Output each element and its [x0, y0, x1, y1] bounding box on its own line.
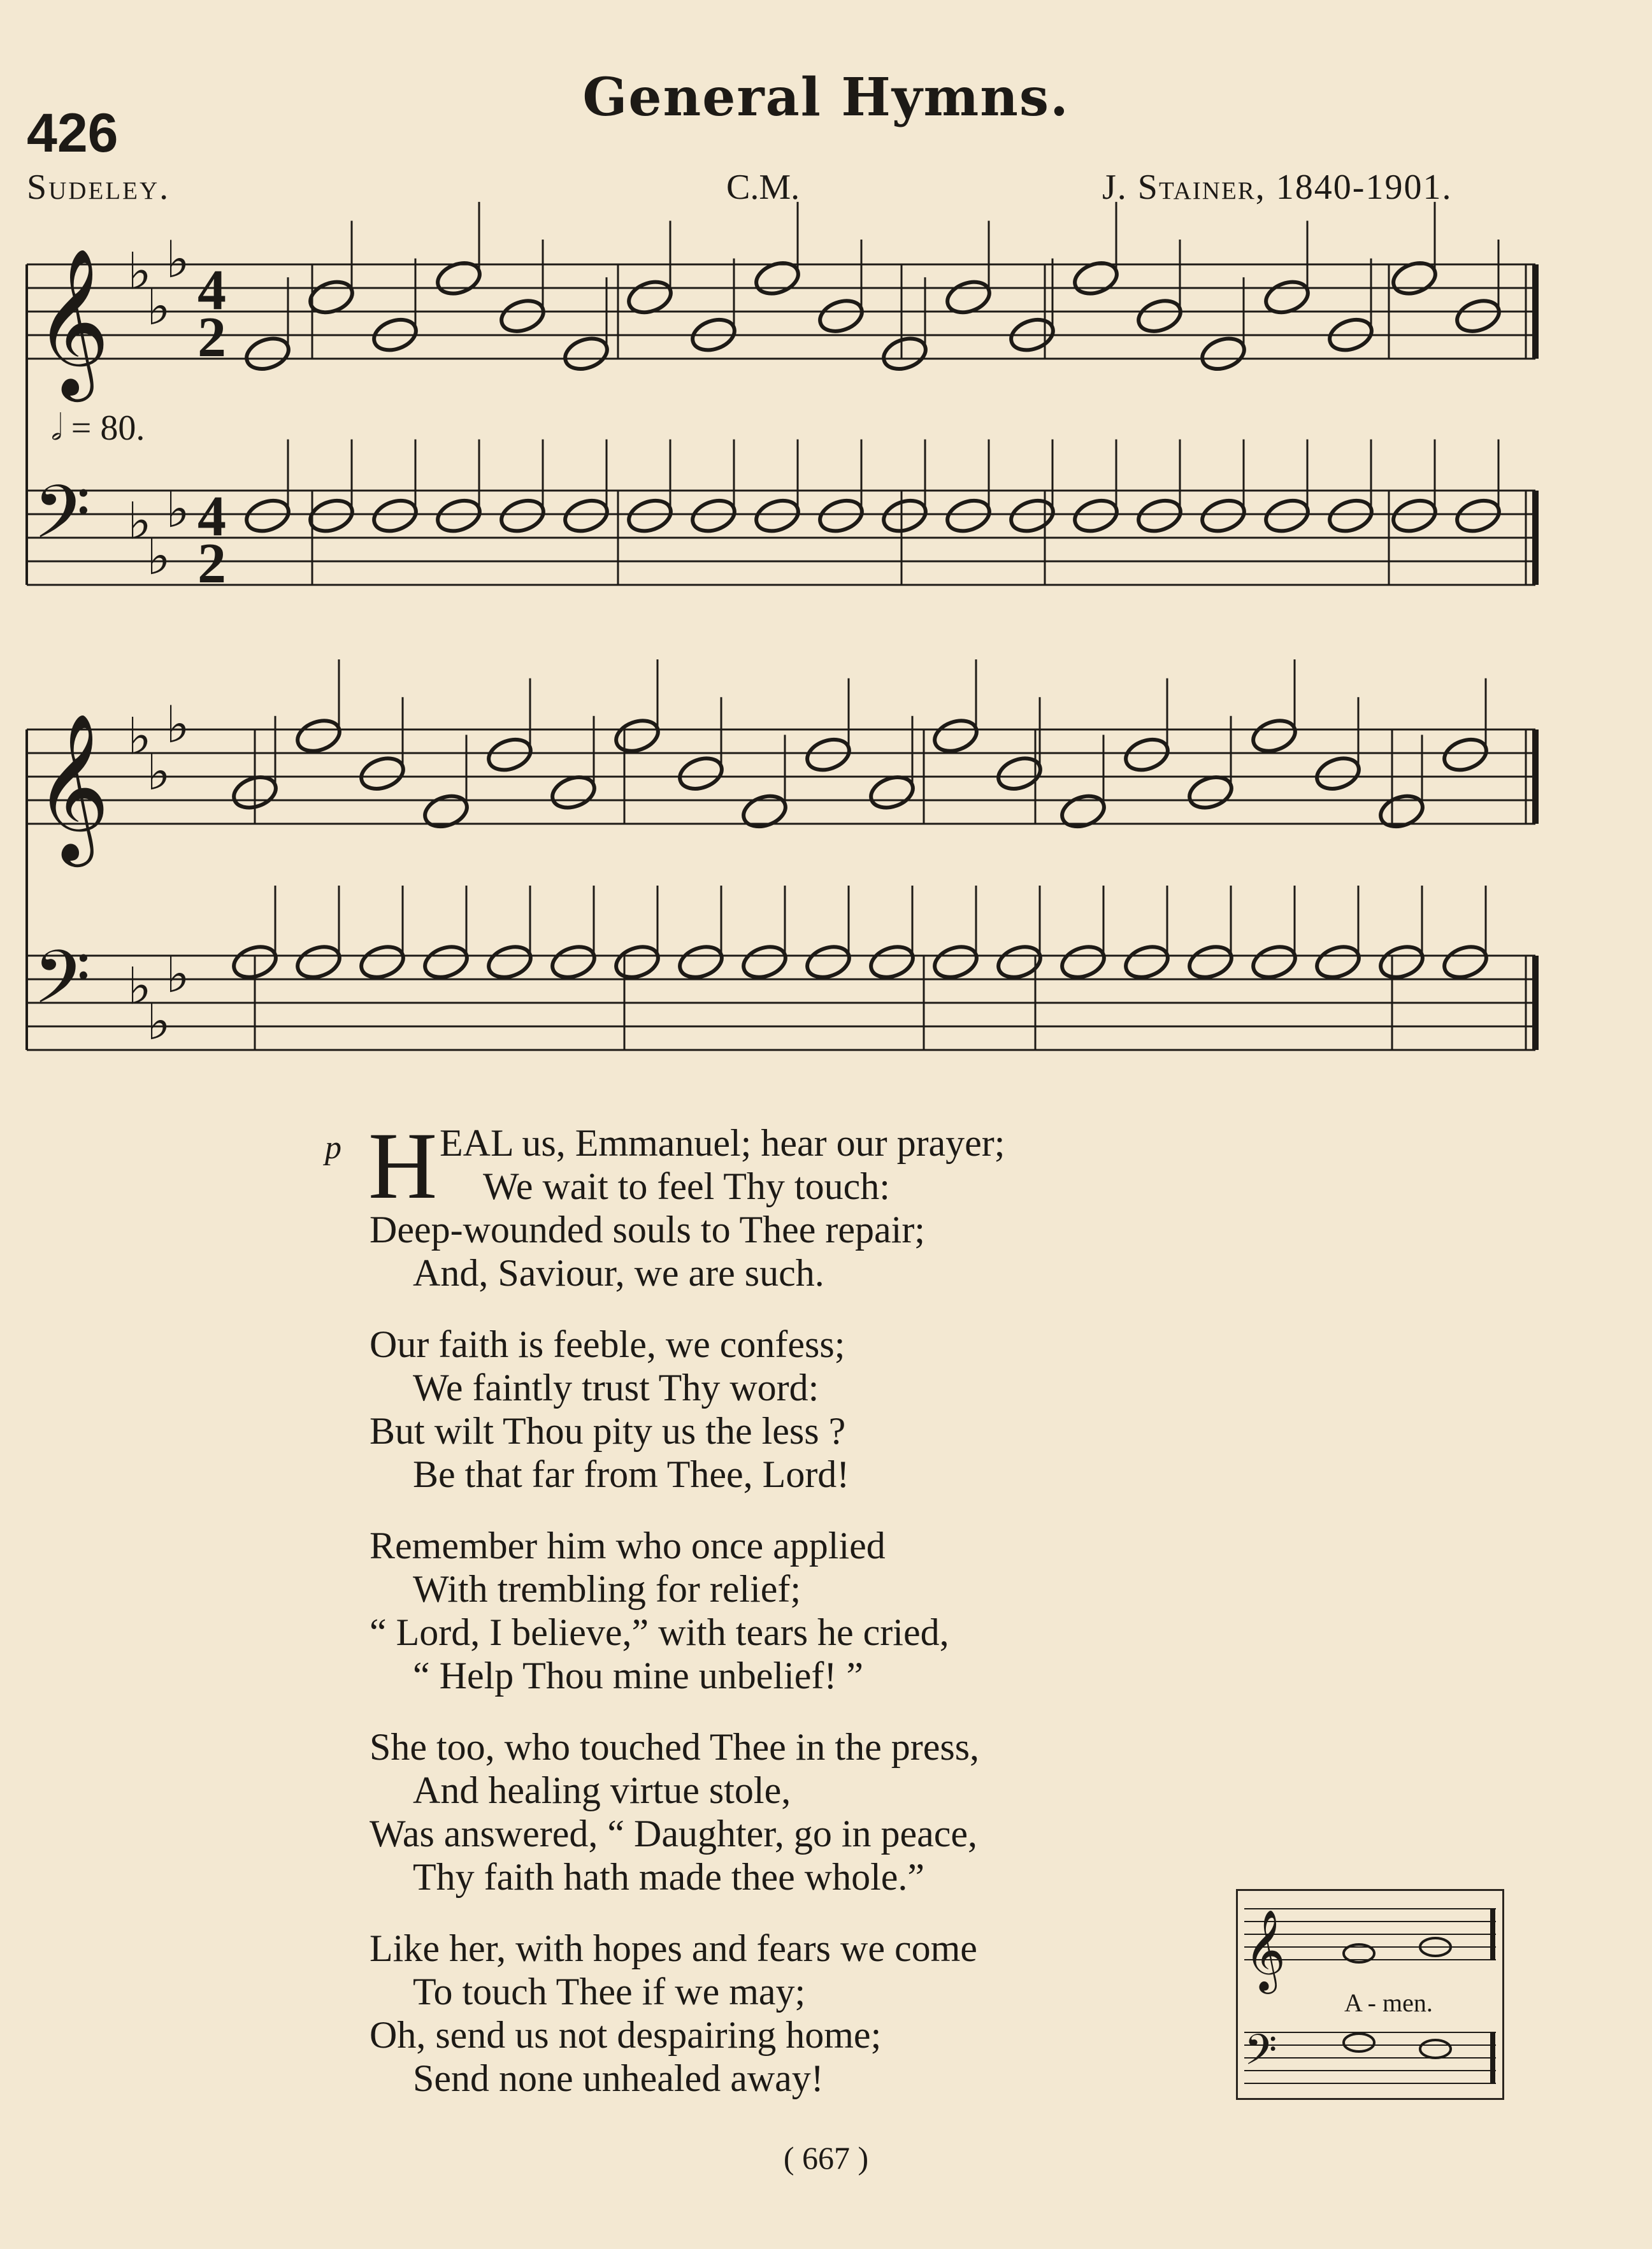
dynamic-marking: p: [325, 1130, 341, 1166]
note-head: [1198, 495, 1249, 536]
amen-text: A - men.: [1344, 1988, 1433, 2017]
time-signature: 2: [198, 306, 226, 369]
note-head: [1453, 495, 1504, 536]
flat-icon: ♭: [127, 491, 152, 551]
note-head: [867, 772, 917, 813]
flat-icon: ♭: [127, 241, 152, 301]
verse-line: And healing virtue stole,: [413, 1769, 791, 1811]
note-head: [1313, 942, 1363, 983]
tempo-marking: 𝅗𝅥 = 80.: [51, 408, 145, 448]
note-head: [549, 942, 599, 983]
flat-icon: ♭: [166, 695, 190, 754]
note-head: [1377, 791, 1427, 832]
note-head: [1453, 296, 1504, 337]
note-head: [740, 791, 790, 832]
time-signature: 4: [198, 485, 226, 548]
flat-icon: ♭: [127, 956, 152, 1016]
treble-clef-icon: 𝄞: [1244, 1909, 1286, 1990]
note-head: [1344, 2034, 1374, 2051]
flat-icon: ♭: [147, 992, 171, 1051]
note-head: [1262, 495, 1312, 536]
verse-line: But wilt Thou pity us the less ?: [370, 1410, 846, 1452]
page-number: ( 667 ): [783, 2140, 869, 2176]
hymn-number: 426: [27, 103, 119, 164]
note-head: [816, 495, 866, 536]
note-head: [1135, 296, 1185, 337]
note-head: [1249, 715, 1300, 757]
verse-line: Send none unhealed away!: [413, 2057, 824, 2099]
note-head: [1186, 942, 1236, 983]
meter: C.M.: [726, 168, 800, 207]
flat-icon: ♭: [147, 527, 171, 586]
note-head: [995, 942, 1045, 983]
verse-line: Our faith is feeble, we confess;: [370, 1323, 845, 1365]
note-head: [549, 772, 599, 813]
note-head: [370, 495, 420, 536]
flat-icon: ♭: [147, 742, 171, 801]
verse-line: And, Saviour, we are such.: [413, 1252, 824, 1294]
verse-line: “ Help Thou mine unbelief! ”: [413, 1655, 863, 1697]
note-head: [561, 333, 612, 375]
note-head: [421, 791, 471, 832]
stanza-2: [370, 1323, 1261, 1496]
flat-icon: ♭: [166, 945, 190, 1004]
note-head: [434, 495, 484, 536]
note-head: [1058, 942, 1109, 983]
verse-line: Deep-wounded souls to Thee repair;: [370, 1209, 925, 1251]
note-head: [612, 715, 663, 757]
stanza-1: [368, 1113, 1261, 1295]
note-head: [1135, 495, 1185, 536]
stanza-3: [370, 1524, 1261, 1697]
bass-clef-icon: 𝄢: [33, 470, 91, 574]
note-head: [357, 942, 408, 983]
note-head: [498, 296, 548, 337]
note-head: [1313, 753, 1363, 794]
note-head: [498, 495, 548, 536]
treble-clef-icon: 𝄞: [34, 712, 110, 861]
verse-line: To touch Thee if we may;: [413, 1971, 806, 2013]
note-head: [1198, 333, 1249, 375]
note-head: [1122, 734, 1172, 775]
note-head: [1058, 791, 1109, 832]
composer: J. Stainer, 1840-1901.: [1102, 168, 1453, 207]
note-head: [1390, 495, 1440, 536]
staff-systems: [27, 202, 1535, 1051]
note-head: [612, 942, 663, 983]
verse-line: We wait to feel Thy touch:: [483, 1165, 890, 1207]
bass-staff: [27, 491, 1535, 585]
verse-line: EAL us, Emmanuel; hear our prayer;: [440, 1122, 1005, 1164]
tune-name: Sudeley.: [27, 168, 171, 207]
note-head: [1440, 734, 1491, 775]
note-head: [1440, 942, 1491, 983]
flat-icon: ♭: [147, 277, 171, 336]
note-head: [803, 734, 854, 775]
flat-icon: ♭: [166, 480, 190, 539]
note-head: [357, 753, 408, 794]
verse-line: With trembling for relief;: [413, 1568, 801, 1610]
verse-line: “ Lord, I believe,” with tears he cried,: [370, 1611, 949, 1653]
note-head: [1071, 495, 1121, 536]
verse-line: Oh, send us not despairing home;: [370, 2014, 882, 2056]
note-head: [1377, 942, 1427, 983]
bass-clef-icon: 𝄢: [33, 935, 91, 1039]
note-head: [816, 296, 866, 337]
running-head: General Hymns.: [582, 67, 1070, 128]
note-head: [944, 495, 994, 536]
note-head: [676, 942, 726, 983]
note-head: [243, 495, 293, 536]
note-head: [676, 753, 726, 794]
note-head: [421, 942, 471, 983]
note-head: [880, 333, 930, 375]
note-head: [880, 495, 930, 536]
note-head: [1326, 495, 1376, 536]
verse-line: She too, who touched Thee in the press,: [370, 1726, 980, 1768]
note-head: [485, 942, 535, 983]
time-signature: 2: [198, 532, 226, 595]
note-head: [1420, 2040, 1451, 2058]
note-head: [294, 715, 344, 757]
note-head: [1186, 772, 1236, 813]
note-head: [752, 495, 803, 536]
note-head: [931, 942, 981, 983]
note-head: [740, 942, 790, 983]
verse-line: Remember him who once applied: [370, 1525, 886, 1567]
hymn-text: [368, 1113, 1261, 2128]
stanza-5: [370, 1927, 1261, 2100]
note-head: [294, 942, 344, 983]
verse-line: Like her, with hopes and fears we come: [370, 1927, 977, 1969]
flat-icon: ♭: [127, 707, 152, 766]
flat-icon: ♭: [166, 230, 190, 289]
verse-line: Was answered, “ Daughter, go in peace,: [370, 1813, 978, 1855]
verse-line: Thy faith hath made thee whole.”: [413, 1856, 925, 1898]
note-head: [867, 942, 917, 983]
drop-cap: H: [368, 1113, 438, 1219]
note-head: [1007, 495, 1058, 536]
note-head: [485, 734, 535, 775]
note-head: [561, 495, 612, 536]
time-signature: 4: [198, 259, 226, 322]
note-head: [243, 333, 293, 375]
note-head: [625, 495, 675, 536]
note-head: [1249, 942, 1300, 983]
verse-line: We faintly trust Thy word:: [413, 1367, 819, 1409]
treble-clef-icon: 𝄞: [34, 247, 110, 396]
note-head: [1122, 942, 1172, 983]
bass-clef-icon: 𝄢: [1244, 2025, 1277, 2085]
note-head: [306, 495, 357, 536]
note-head: [931, 715, 981, 757]
verse-line: Be that far from Thee, Lord!: [413, 1453, 850, 1495]
note-head: [689, 495, 739, 536]
note-head: [995, 753, 1045, 794]
stanza-4: [370, 1725, 1261, 1899]
note-head: [803, 942, 854, 983]
